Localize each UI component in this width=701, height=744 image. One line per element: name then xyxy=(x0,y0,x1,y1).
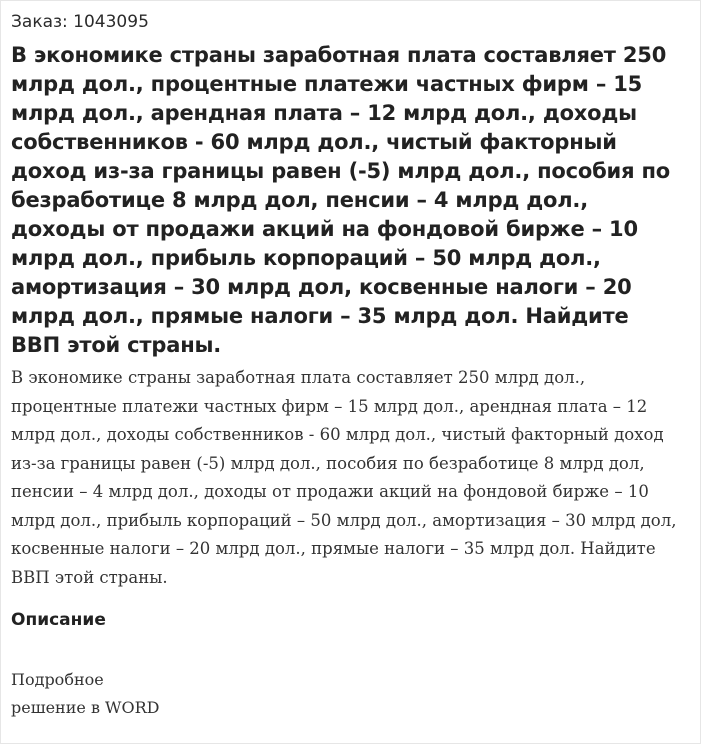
task-body: В экономике страны заработная плата составляет 250 млрд дол., процентные платежи частных фирм – 15 млрд дол., арендная плата – 12 млрд дол., доходы собственников - 60 млрд дол., чистый факторный доход из-за границы равен (-5) млрд дол., пособия по безработице 8 млрд дол, пенсии – 4 млрд дол., доходы от продажи акций на фондовой бирже – 10 млрд дол., прибыль корпораций – 50 млрд дол., амортизация – 30 млрд дол, косвенные налоги – 20 млрд дол., прямые налоги – 35 млрд дол. Найдите ВВП этой страны. xyxy=(11,368,677,587)
description-text xyxy=(11,666,684,722)
description-line-2: решение в WORD xyxy=(11,698,160,717)
description-line-1: Подробное xyxy=(11,670,104,689)
order-number: Заказ: 1043095 xyxy=(11,12,149,32)
description-heading: Описание xyxy=(11,610,106,630)
task-title: В экономике страны заработная плата составляет 250 млрд дол., процентные платежи частных фирм – 15 млрд дол., арендная плата – 12 млрд дол., доходы собственников - 60 млрд дол., чистый факторный доход из-за границы равен (-5) млрд дол., пособия по безработице 8 млрд дол, пенсии – 4 млрд дол., доходы от продажи акций на фондовой бирже – 10 млрд дол., прибыль корпораций – 50 млрд дол., амортизация – 30 млрд дол, косвенные налоги – 20 млрд дол., прямые налоги – 35 млрд дол. Найдите ВВП этой страны. xyxy=(11,43,671,357)
